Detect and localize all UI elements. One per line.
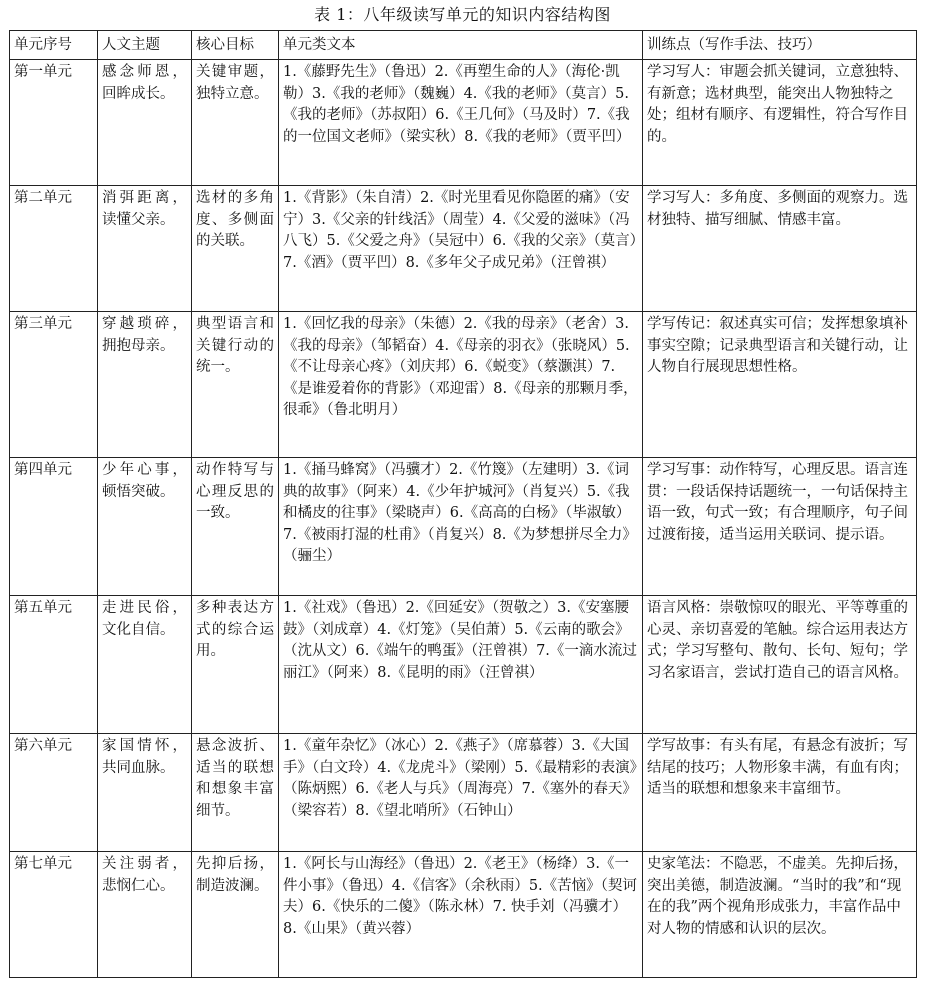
training-cell: 学习写人：多角度、多侧面的观察力。选材独特、描写细腻、情感丰富。	[643, 186, 917, 312]
unit-cell: 第五单元	[10, 596, 98, 734]
goal-cell: 多种表达方式的综合运用。	[192, 596, 279, 734]
texts-cell: 1.《回忆我的母亲》（朱德）2.《我的母亲》（老舍）3.《我的母亲》（邹韬奋）4.《母亲的羽衣》（张晓风）5.《不让母亲心疼》（刘庆邦）6.《蜕变》（蔡灏淇）7.《是谁爱着你的背影》（邓迎雷）8.《母亲的那颗月季，很乖》（鲁北明月）	[279, 312, 643, 458]
texts-cell: 1.《童年杂忆》（冰心）2.《燕子》（席慕蓉）3.《大国手》（白文玲）4.《龙虎斗》（梁刚）5.《最精彩的表演》（陈炳熙）6.《老人与兵》（周海亮）7.《塞外的春天》（梁容若）8.《望北哨所》（石钟山）	[279, 734, 643, 852]
unit-cell: 第一单元	[10, 60, 98, 186]
theme-cell: 少年心事，顿悟突破。	[98, 458, 192, 596]
header-row	[10, 31, 917, 60]
texts-cell: 1.《背影》（朱自清）2.《时光里看见你隐匿的痛》（安宁）3.《父亲的针线活》（周莹）4.《父爱的滋味》（冯八飞）5.《父爱之舟》（吴冠中）6.《我的父亲》（莫言）7.《酒》（贾平凹）8.《多年父子成兄弟》（汪曾祺）	[279, 186, 643, 312]
table-caption: 表 1：八年级读写单元的知识内容结构图	[314, 5, 611, 24]
table-row	[10, 186, 917, 312]
header-texts: 单元类文本	[279, 31, 643, 60]
goal-cell: 关键审题，独特立意。	[192, 60, 279, 186]
theme-cell: 关注弱者，悲悯仁心。	[98, 852, 192, 978]
header-theme: 人文主题	[98, 31, 192, 60]
training-cell: 史家笔法：不隐恶，不虚美。先抑后扬，突出美德，制造波澜。“当时的我”和“现在的我”两个视角形成张力，丰富作品中对人物的情感和认识的层次。	[643, 852, 917, 978]
training-cell: 学写传记：叙述真实可信；发挥想象填补事实空隙；记录典型语言和关键行动，让人物自行展现思想性格。	[643, 312, 917, 458]
unit-cell: 第七单元	[10, 852, 98, 978]
header-unit: 单元序号	[10, 31, 98, 60]
training-cell: 学写故事：有头有尾，有悬念有波折；写结尾的技巧；人物形象丰满，有血有肉；适当的联想和想象来丰富细节。	[643, 734, 917, 852]
goal-cell: 动作特写与心理反思的一致。	[192, 458, 279, 596]
goal-cell: 悬念波折、适当的联想和想象丰富细节。	[192, 734, 279, 852]
theme-cell: 走进民俗，文化自信。	[98, 596, 192, 734]
theme-cell: 感念师恩，回眸成长。	[98, 60, 192, 186]
training-cell: 语言风格：崇敬惊叹的眼光、平等尊重的心灵、亲切喜爱的笔触。综合运用表达方式；学习写整句、散句、长句、短句；学习名家语言，尝试打造自己的语言风格。	[643, 596, 917, 734]
texts-cell: 1.《阿长与山海经》（鲁迅）2.《老王》（杨绛）3.《一件小事》（鲁迅）4.《信客》（余秋雨）5.《苦恼》（契诃夫）6.《快乐的二傻》（陈永林）7. 快手刘（冯骥才）8.《山果》（黄兴蓉）	[279, 852, 643, 978]
table-row	[10, 734, 917, 852]
theme-cell: 消弭距离，读懂父亲。	[98, 186, 192, 312]
training-cell: 学习写事：动作特写，心理反思。语言连贯：一段话保持话题统一，一句话保持主语一致，句式一致；有合理顺序，句子间过渡衔接，适当运用关联词、提示语。	[643, 458, 917, 596]
table-row	[10, 852, 917, 978]
texts-cell: 1.《藤野先生》（鲁迅）2.《再塑生命的人》（海伦·凯勒）3.《我的老师》（魏巍）4.《我的老师》（莫言）5.《我的老师》（苏叔阳）6.《王几何》（马及时）7.《我的一位国文老师》（梁实秋）8.《我的老师》（贾平凹）	[279, 60, 643, 186]
goal-cell: 先抑后扬，制造波澜。	[192, 852, 279, 978]
header-goal: 核心目标	[192, 31, 279, 60]
theme-cell: 家国情怀，共同血脉。	[98, 734, 192, 852]
unit-cell: 第三单元	[10, 312, 98, 458]
theme-cell: 穿越琐碎，拥抱母亲。	[98, 312, 192, 458]
unit-cell: 第四单元	[10, 458, 98, 596]
unit-cell: 第二单元	[10, 186, 98, 312]
texts-cell: 1.《社戏》（鲁迅）2.《回延安》（贺敬之）3.《安塞腰鼓》（刘成章）4.《灯笼》（吴伯萧）5.《云南的歌会》（沈从文）6.《端午的鸭蛋》（汪曾祺）7.《一滴水流过丽江》（阿来）8.《昆明的雨》（汪曾祺）	[279, 596, 643, 734]
header-training: 训练点（写作手法、技巧）	[643, 31, 917, 60]
knowledge-structure-table	[9, 30, 917, 978]
training-cell: 学习写人：审题会抓关键词，立意独特、有新意；选材典型，能突出人物独特之处；组材有顺序、有逻辑性，符合写作目的。	[643, 60, 917, 186]
table-row	[10, 60, 917, 186]
goal-cell: 选材的多角度、多侧面的关联。	[192, 186, 279, 312]
goal-cell: 典型语言和关键行动的统一。	[192, 312, 279, 458]
texts-cell: 1.《捅马蜂窝》（冯骥才）2.《竹篾》（左建明）3.《词典的故事》（阿来）4.《少年护城河》（肖复兴）5.《我和橘皮的往事》（梁晓声）6.《高高的白杨》（毕淑敏）7.《被雨打湿的杜甫》（肖复兴）8.《为梦想拼尽全力》（骊尘）	[279, 458, 643, 596]
table-row	[10, 312, 917, 458]
unit-cell: 第六单元	[10, 734, 98, 852]
table-row	[10, 458, 917, 596]
table-row	[10, 596, 917, 734]
